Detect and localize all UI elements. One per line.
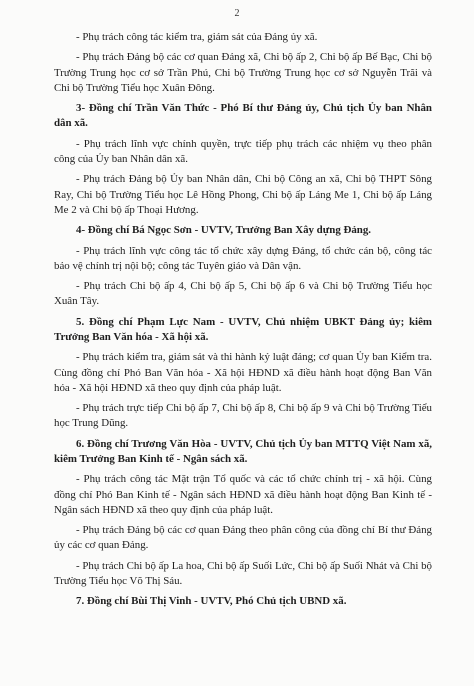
list-item: - Phụ trách Đảng bộ các cơ quan Đảng xã, Chi bộ ấp 2, Chi bộ ấp Bế Bạc, Chi bộ Trường Trung học cơ sở Trần Phú, Chi bộ Trường Trung học cơ sở Nguyễn Trãi và Chi bộ Trường Tiểu học Xuân Đông. <box>54 51 432 94</box>
list-item: - Phụ trách kiểm tra, giám sát và thi hành kỷ luật đảng; cơ quan Ủy ban Kiểm tra. Cùng đồng chí Phó Ban Văn hóa - Xã hội HĐND xã điều hành hoạt động Ban Văn hóa - Xã hội HĐND xã theo quy định của pháp luật. <box>54 351 432 394</box>
section-heading: 7. Đồng chí Bùi Thị Vinh - UVTV, Phó Chủ tịch UBND xã. <box>76 595 347 608</box>
document-body <box>54 30 432 615</box>
list-item: - Phụ trách công tác Mặt trận Tổ quốc và các tổ chức chính trị - xã hội. Cùng đồng chí Phó Ban Kinh tế - Ngân sách HĐND xã điều hành hoạt động Ban Kinh tế - Ngân sách HĐND xã theo quy định của pháp luật. <box>54 473 432 516</box>
list-item: - Phụ trách Chi bộ ấp 4, Chi bộ ấp 5, Chi bộ ấp 6 và Chi bộ Trường Tiểu học Xuân Tây. <box>54 280 432 308</box>
list-item: - Phụ trách công tác kiểm tra, giám sát của Đảng ủy xã. <box>76 31 318 43</box>
list-item: - Phụ trách trực tiếp Chi bộ ấp 7, Chi bộ ấp 8, Chi bộ ấp 9 và Chi bộ Trường Tiểu học Trung Dũng. <box>54 402 432 430</box>
list-item: - Phụ trách Đảng bộ các cơ quan Đảng theo phân công của đồng chí Bí thư Đảng ủy các cơ quan Đảng. <box>54 524 432 552</box>
section-heading: 4- Đồng chí Bá Ngọc Sơn - UVTV, Trưởng Ban Xây dựng Đảng. <box>76 224 372 237</box>
list-item: - Phụ trách lĩnh vực công tác tổ chức xây dựng Đảng, tổ chức cán bộ, công tác bảo vệ chính trị nội bộ; công tác Tuyên giáo và Dân vận. <box>54 244 432 272</box>
section-heading: 6. Đồng chí Trương Văn Hòa - UVTV, Chủ tịch Ủy ban MTTQ Việt Nam xã, kiêm Trưởng Ban Kinh tế - Ngân sách xã. <box>54 437 432 465</box>
list-item: - Phụ trách Đảng bộ Ủy ban Nhân dân, Chi bộ Công an xã, Chi bộ THPT Sông Ray, Chi bộ Trường Tiểu học Lê Hồng Phong, Chi bộ ấp Láng Me 1, Chi bộ ấp Láng Me 2 và Chi bộ ấp Thoại Hương. <box>54 173 432 216</box>
section-heading: 3- Đồng chí Trần Văn Thức - Phó Bí thư Đảng ủy, Chủ tịch Ủy ban Nhân dân xã. <box>54 102 432 130</box>
list-item: - Phụ trách lĩnh vực chính quyền, trực tiếp phụ trách các nhiệm vụ theo phân công của Ủy ban Nhân dân xã. <box>54 137 432 165</box>
page-number: 2 <box>234 8 240 19</box>
section-heading: 5. Đồng chí Phạm Lực Nam - UVTV, Chủ nhiệm UBKT Đảng ủy; kiêm Trưởng Ban Văn hóa - Xã hội xã. <box>54 315 432 343</box>
list-item: - Phụ trách Chi bộ ấp La hoa, Chi bộ ấp Suối Lức, Chi bộ ấp Suối Nhát và Chi bộ Trường Tiểu học Võ Thị Sáu. <box>54 559 432 587</box>
